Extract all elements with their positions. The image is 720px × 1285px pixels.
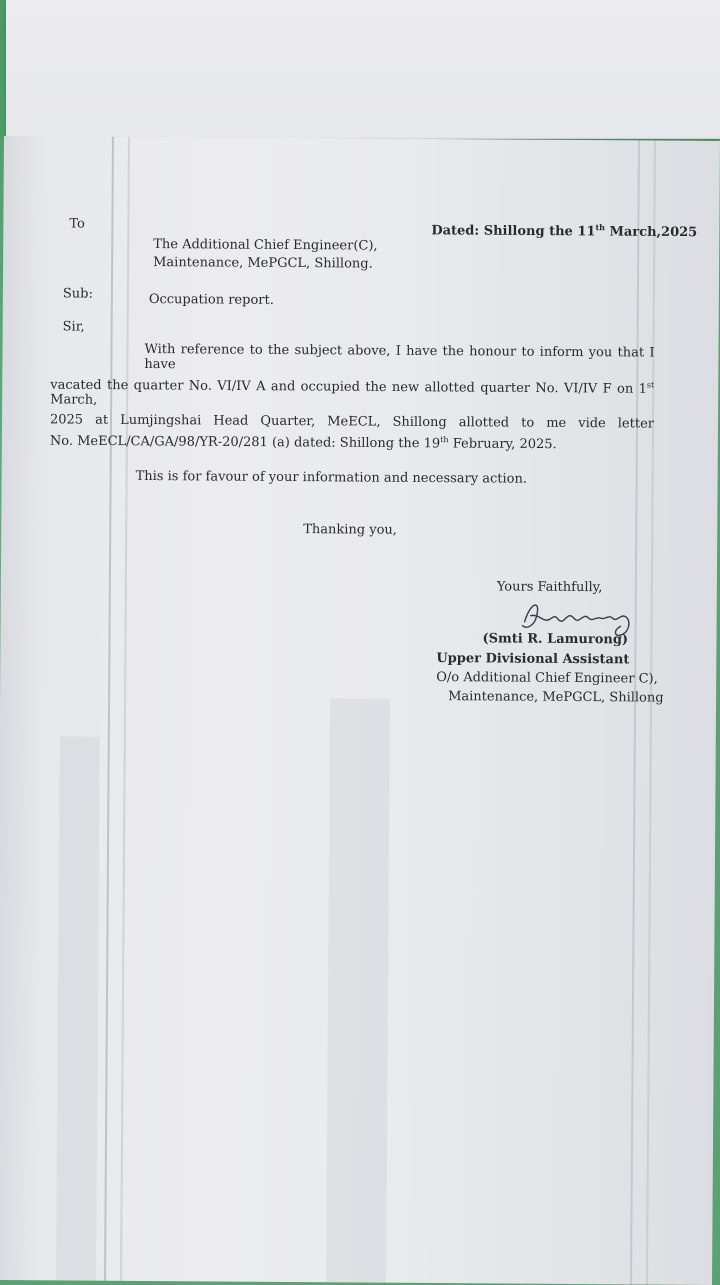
body-line-2-sup: st (646, 380, 655, 390)
body-paragraph (50, 341, 655, 453)
body-line-4-end: February, 2025. (448, 436, 557, 453)
scan-band (326, 698, 390, 1282)
signer-title: Upper Divisional Assistant (436, 651, 630, 668)
date-text: Dated: Shillong the 11 (431, 223, 596, 240)
body-line-4-sup: th (440, 435, 449, 445)
addressee-line-1: The Additional Chief Engineer(C), (153, 237, 378, 254)
date-month-year: March,2025 (604, 224, 698, 241)
letter-sheet (0, 136, 720, 1285)
scan-streak (120, 137, 130, 1281)
body-line-2-end: March, (50, 392, 98, 408)
body-line-3: 2025 at Lumjingshai Head Quarter, MeECL, Shillong allotted to me vide letter (49, 412, 655, 432)
body-line-2-text: vacated the quarter No. VI/IV A and occupied the new allotted quarter No. VI/IV F on 1 (50, 377, 647, 397)
scan-band (56, 736, 100, 1280)
signer-name: (Smti R. Lamurong) (482, 631, 629, 648)
subject-text: Occupation report. (148, 292, 274, 308)
to-label: To (69, 216, 85, 232)
salutation: Sir, (62, 319, 85, 335)
body-line-1: With reference to the subject above, I have the honour to inform you that I have (144, 341, 655, 373)
addressee-line-2: Maintenance, MePGCL, Shillong. (153, 255, 373, 272)
scan-streak (646, 141, 656, 1285)
body-line-4-text: No. MeECL/CA/GA/98/YR-20/281 (a) dated: Shillong the 19 (49, 433, 441, 452)
scan-streak (104, 137, 114, 1281)
body-line-2 (50, 376, 654, 412)
favour-line: This is for favour of your information and necessary action. (135, 468, 528, 487)
signer-office-line-1: O/o Additional Chief Engineer C), (436, 670, 658, 687)
scan-streak (630, 140, 640, 1284)
letter-date (431, 221, 697, 240)
signer-office-line-2: Maintenance, MePGCL, Shillong (448, 689, 664, 706)
sub-label: Sub: (62, 286, 93, 302)
body-line-4 (50, 433, 654, 454)
date-sup: th (595, 222, 606, 233)
thanking-line: Thanking you, (303, 522, 398, 538)
folded-top-page (6, 0, 720, 139)
closing-line: Yours Faithfully, (496, 579, 603, 596)
